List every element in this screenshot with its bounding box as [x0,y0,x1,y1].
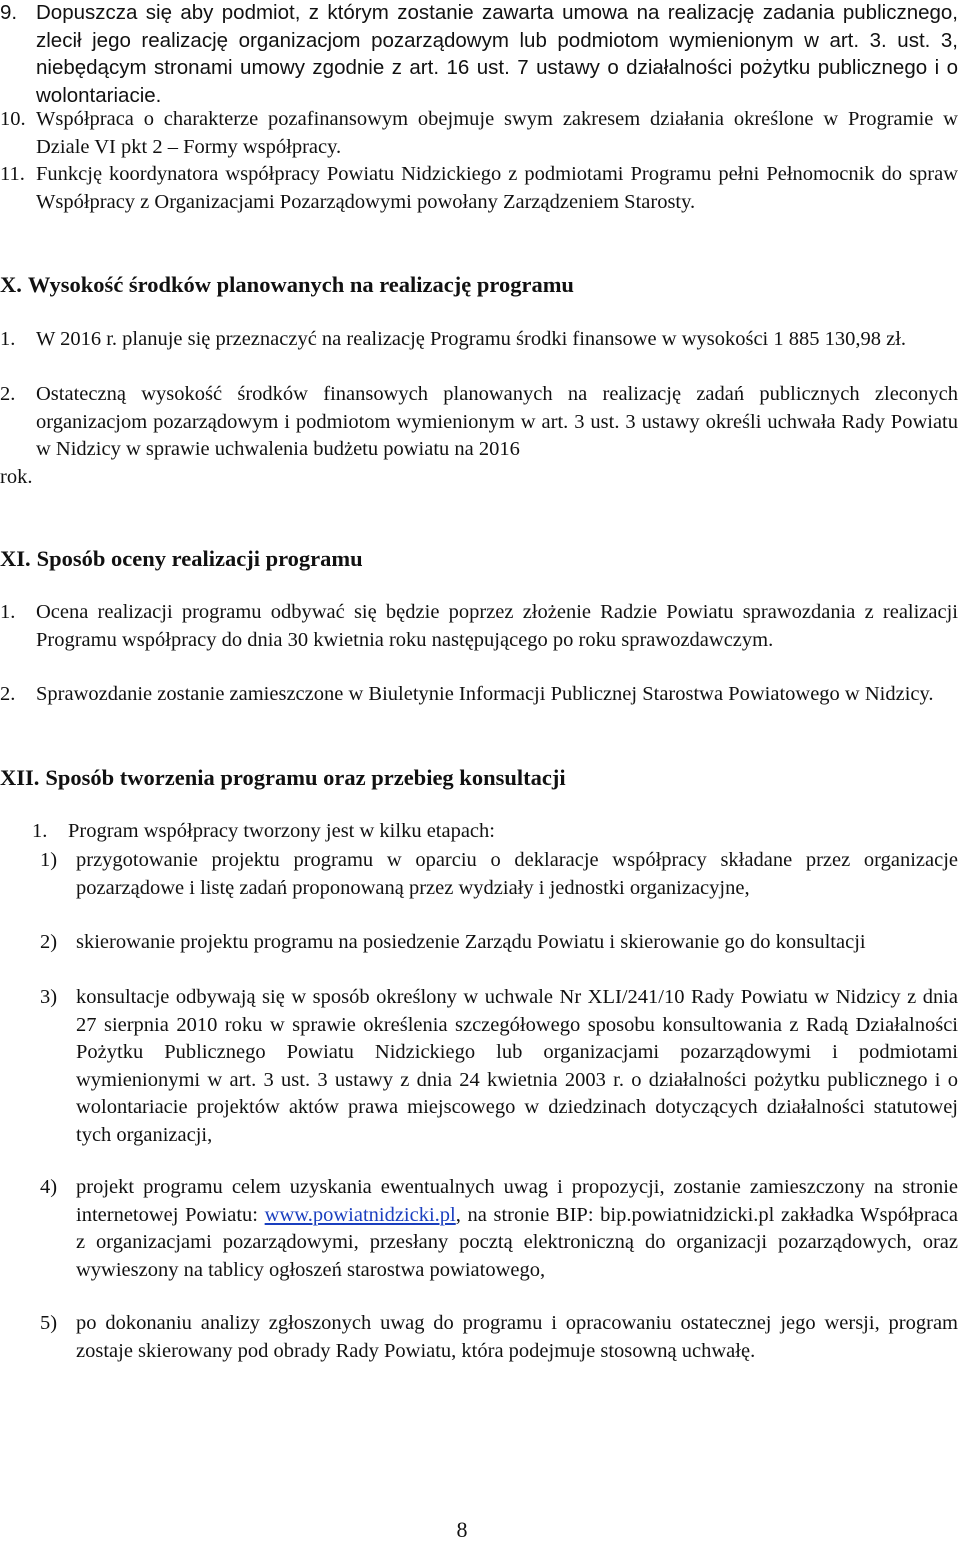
step-text-part: projekt programu celem uzyskania ewentualnych uwag i propozycji, zostanie zamieszczony na stronie internetowej Powiatu: [76,1176,958,1226]
item-text: Funkcję koordynatora współpracy Powiatu Nidzickiego z podmiotami Programu pełni Pełnomocnik do spraw Współpracy z Organizacjami Pozarządowymi powołany Zarządzeniem Starosty. [36,163,958,213]
section-title: Sposób oceny realizacji programu [36,546,363,571]
item-number: 1. [0,601,16,623]
step-item-5 [40,1310,958,1365]
list-item-11 [0,161,958,216]
item-number: 2. [0,683,16,705]
item-text: Sprawozdanie zostanie zamieszczone w Biuletynie Informacji Publicznej Starostwa Powiatowego w Nidzicy. [36,683,934,705]
page-number: 8 [456,1517,468,1542]
step-text [76,1174,958,1284]
section-number: XII. [0,765,40,790]
step-number: 2) [40,931,58,953]
item-text-tail: rok. [0,465,33,488]
list-item-10 [0,106,958,161]
step-number: 3) [40,986,58,1008]
step-item-4 [40,1174,958,1284]
section-title: Wysokość środków planowanych na realizację programu [27,272,574,297]
section-number: XI. [0,546,31,571]
step-number: 1) [40,849,58,871]
section-heading-x [0,270,574,300]
item-text: Ostateczną wysokość środków finansowych planowanych na realizację zadań publicznych zleconych organizacjom pozarządowym i podmiotom wymienionym w art. 3 ust. 3 ustawy określi uchwała Rady Powiatu w Nidzicy w sprawie uchwalenia budżetu powiatu na 2016 [36,383,958,460]
item-number: 2. [0,383,16,405]
item-number: 10. [0,108,26,130]
list-item-x-2 [0,381,958,491]
list-item-9 [0,0,958,109]
section-number: X. [0,272,22,297]
list-item-xi-2 [0,681,958,709]
list-item-x-1 [0,326,958,354]
step-text: przygotowanie projektu programu w oparciu o deklaracje współpracy składane przez organizacje pozarządowe i listę zadań proponowaną przez wydziały i jednostki organizacyjne, [76,849,958,899]
item-text: Program współpracy tworzony jest w kilku etapach: [68,820,495,842]
step-text: skierowanie projektu programu na posiedzenie Zarządu Powiatu i skierowanie go do konsultacji [76,931,866,953]
section-title: Sposób tworzenia programu oraz przebieg konsultacji [45,765,566,790]
website-link[interactable]: www.powiatnidzicki.pl [264,1203,456,1226]
section-heading-xi [0,544,363,574]
step-number: 5) [40,1312,58,1334]
list-item-xi-1 [0,599,958,654]
step-item-3 [40,984,958,1149]
item-text: Ocena realizacji programu odbywać się będzie poprzez złożenie Radzie Powiatu sprawozdania z realizacji Programu współpracy do dnia 30 kwietnia roku następującego po roku sprawozdawczym. [36,601,958,651]
step-text: po dokonaniu analizy zgłoszonych uwag do programu i opracowaniu ostatecznej jego wersji, program zostaje skierowany pod obrady Rady Powiatu, która podejmuje stosowną uchwałę. [76,1312,958,1362]
item-text: Współpraca o charakterze pozafinansowym obejmuje swym zakresem działania określone w Programie w Dziale VI pkt 2 – Formy współpracy. [36,108,958,158]
item-number: 11. [0,163,25,185]
item-text: Dopuszcza się aby podmiot, z którym zostanie zawarta umowa na realizację zadania publicznego, zlecił jego realizację organizacjom pozarządowym lub podmiotom wymienionym w art. 3. ust. 3, niebędącym stronami umowy zgodnie z art. 16 ust. 7 ustawy o działalności pożytku publicznego i o wolontariacie. [36,1,958,107]
step-item-2 [40,929,958,957]
step-item-1 [40,847,958,902]
item-number: 1. [0,328,16,350]
item-text: W 2016 r. planuje się przeznaczyć na realizację Programu środki finansowe w wysokości 1 885 130,98 zł. [36,328,907,350]
list-item-xii-1 [32,818,950,846]
item-number: 9. [0,1,18,24]
step-text: konsultacje odbywają się w sposób określony w uchwale Nr XLI/241/10 Rady Powiatu w Nidzicy z dnia 27 sierpnia 2010 roku w sprawie określenia szczegółowego sposobu konsultowania z Radą Działalności Pożytku Publicznego Powiatu Nidzickiego lub organizacjami pozarządowymi i podmiotami wymienionymi w art. 3 ust. 3 ustawy z dnia 24 kwietnia 2003 r. o działalności pożytku publicznego i o wolontariacie projektów aktów prawa miejscowego w dziedzinach dotyczących działalności statutowej tych organizacji, [76,986,958,1146]
step-number: 4) [40,1176,58,1198]
step-text-part: , na stronie BIP: bip.powiatnidzicki.pl zakładka Współpraca z organizacjami pozarządowymi, przesłany pocztą elektroniczną do organizacji pozarządowych, oraz wywieszony na tablicy ogłoszeń starostwa powiatowego, [76,1203,959,1281]
section-heading-xii [0,763,566,793]
item-number: 1. [32,820,48,842]
